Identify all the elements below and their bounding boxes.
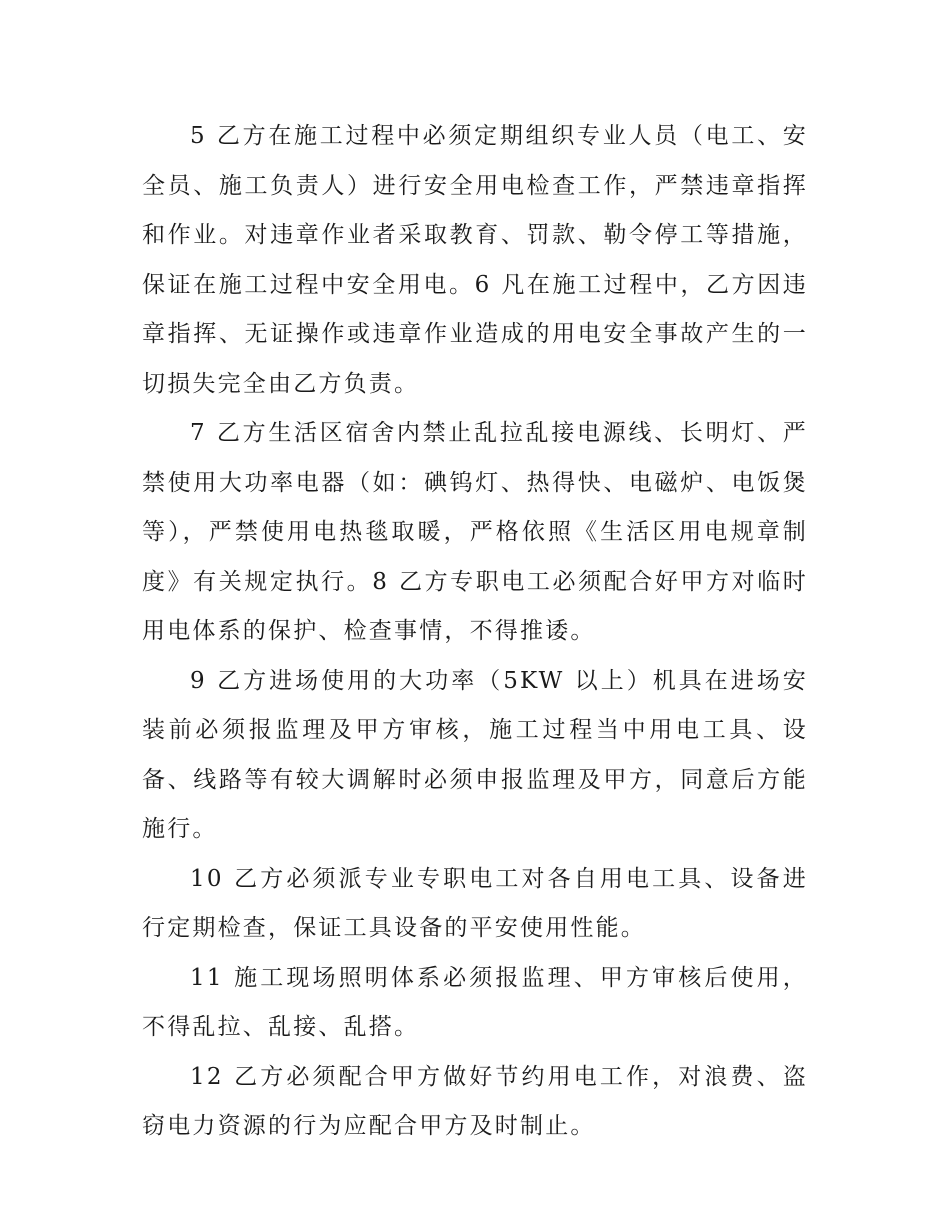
paragraph-10: 10 乙方必须派专业专职电工对各自用电工具、设备进行定期检查，保证工具设备的平安使用性能。 xyxy=(142,865,808,941)
paragraph-9: 9 乙方进场使用的大功率（5KW 以上）机具在进场安装前必须报监理及甲方审核，施工过程当中用电工具、设备、线路等有较大调解时必须申报监理及甲方，同意后方能施行。 xyxy=(142,667,808,842)
paragraph-12: 12 乙方必须配合甲方做好节约用电工作，对浪费、盗窃电力资源的行为应配合甲方及时制止。 xyxy=(142,1063,808,1139)
paragraph-7-8: 7 乙方生活区宿舍内禁止乱拉乱接电源线、长明灯、严禁使用大功率电器（如：碘钨灯、热得快、电磁炉、电饭煲等），严禁使用电热毯取暖，严格依照《生活区用电规章制度》有关规定执行。8 乙方专职电工必须配合好甲方对临时用电体系的保护、检查事情，不得推诿。 xyxy=(142,420,808,644)
paragraph-11: 11 施工现场照明体系必须报监理、甲方审核后使用，不得乱拉、乱接、乱搭。 xyxy=(142,964,808,1040)
paragraph-5-6: 5 乙方在施工过程中必须定期组织专业人员（电工、安全员、施工负责人）进行安全用电检查工作，严禁违章指挥和作业。对违章作业者采取教育、罚款、勒令停工等措施，保证在施工过程中安全用电。6 凡在施工过程中，乙方因违章指挥、无证操作或违章作业造成的用电安全事故产生的一切损失完全由乙方负责。 xyxy=(142,123,808,397)
document-page xyxy=(142,112,808,1152)
